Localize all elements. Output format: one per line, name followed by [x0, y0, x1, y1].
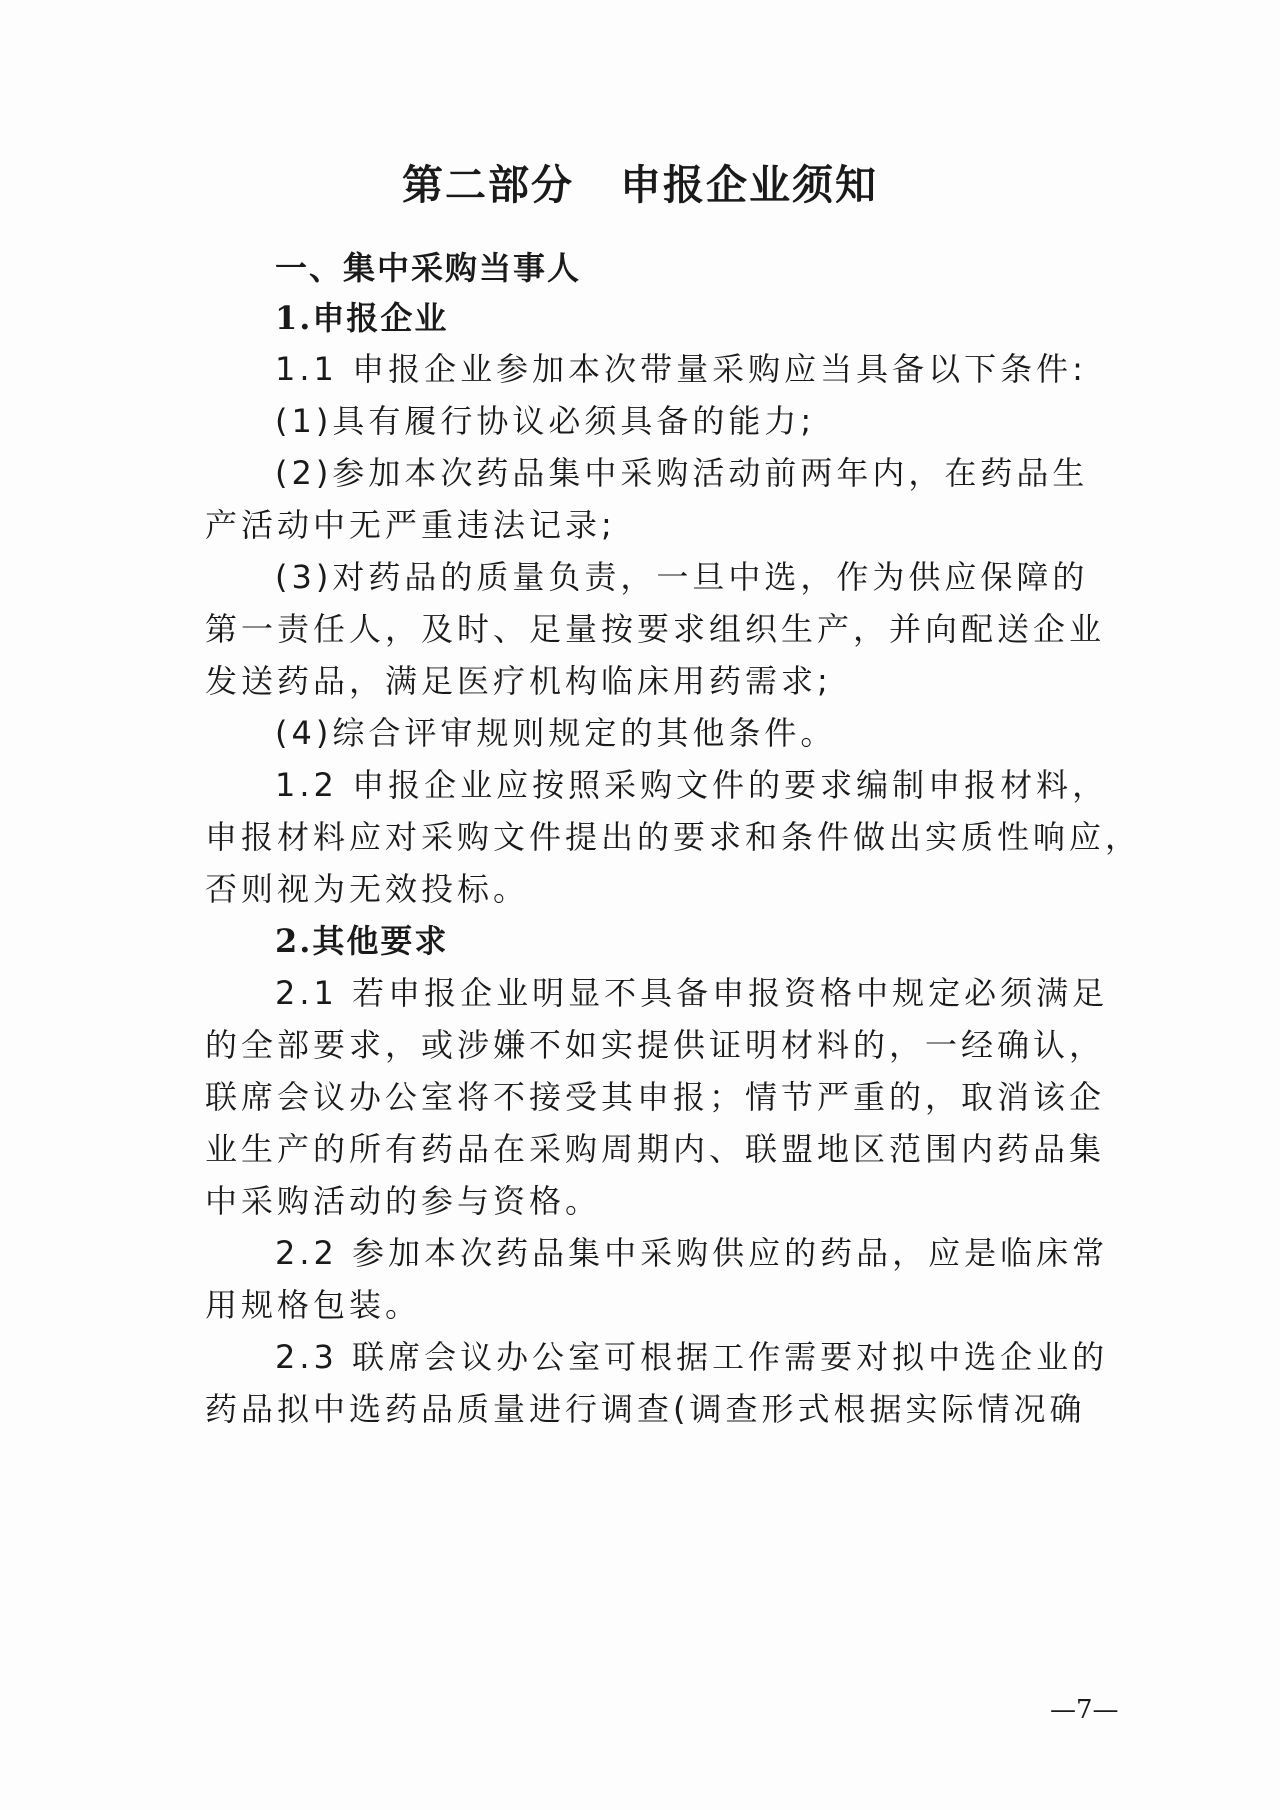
- paragraph-line: 中采购活动的参与资格。: [205, 1182, 602, 1220]
- paragraph-line: 用规格包装。: [205, 1286, 422, 1324]
- paragraph-line: 产活动中无严重违法记录;: [205, 506, 616, 544]
- paragraph-line: 2.1 若申报企业明显不具备申报资格中规定必须满足: [275, 974, 1109, 1012]
- title-text: 申报企业须知: [620, 161, 878, 209]
- paragraph-line: 2.2 参加本次药品集中采购供应的药品，应是临床常: [275, 1234, 1109, 1272]
- paragraph-line: 业生产的所有药品在采购周期内、联盟地区范围内药品集: [205, 1130, 1106, 1168]
- paragraph-line: 1.2 申报企业应按照采购文件的要求编制申报材料，: [275, 766, 1109, 804]
- page-number: —7—: [1050, 1695, 1119, 1725]
- subsection-heading: 1.申报企业: [275, 299, 449, 337]
- paragraph-line: (3)对药品的质量负责，一旦中选，作为供应保障的: [275, 558, 1089, 596]
- paragraph-line: (4)综合评审规则规定的其他条件。: [275, 714, 837, 752]
- paragraph-line: 联席会议办公室将不接受其申报；情节严重的，取消该企: [205, 1078, 1106, 1116]
- page-title: [0, 152, 1280, 211]
- paragraph-line: (2)参加本次药品集中采购活动前两年内，在药品生: [275, 454, 1089, 492]
- paragraph-line: 发送药品，满足医疗机构临床用药需求;: [205, 662, 832, 700]
- paragraph-line: 药品拟中选药品质量进行调查(调查形式根据实际情况确: [205, 1390, 1086, 1428]
- paragraph-line: 申报材料应对采购文件提出的要求和条件做出实质性响应，: [205, 818, 1142, 856]
- paragraph-line: 1.1 申报企业参加本次带量采购应当具备以下条件:: [275, 350, 1087, 388]
- paragraph-line: 的全部要求，或涉嫌不如实提供证明材料的，一经确认，: [205, 1026, 1106, 1064]
- title-part: 第二部分: [402, 161, 574, 209]
- paragraph-line: 2.3 联席会议办公室可根据工作需要对拟中选企业的: [275, 1338, 1109, 1376]
- paragraph-line: (1)具有履行协议必须具备的能力;: [275, 402, 816, 440]
- paragraph-line: 第一责任人，及时、足量按要求组织生产，并向配送企业: [205, 610, 1106, 648]
- paragraph-line: 否则视为无效投标。: [205, 870, 530, 908]
- section-heading: 一、集中采购当事人: [275, 249, 582, 287]
- subsection-heading: 2.其他要求: [275, 922, 449, 960]
